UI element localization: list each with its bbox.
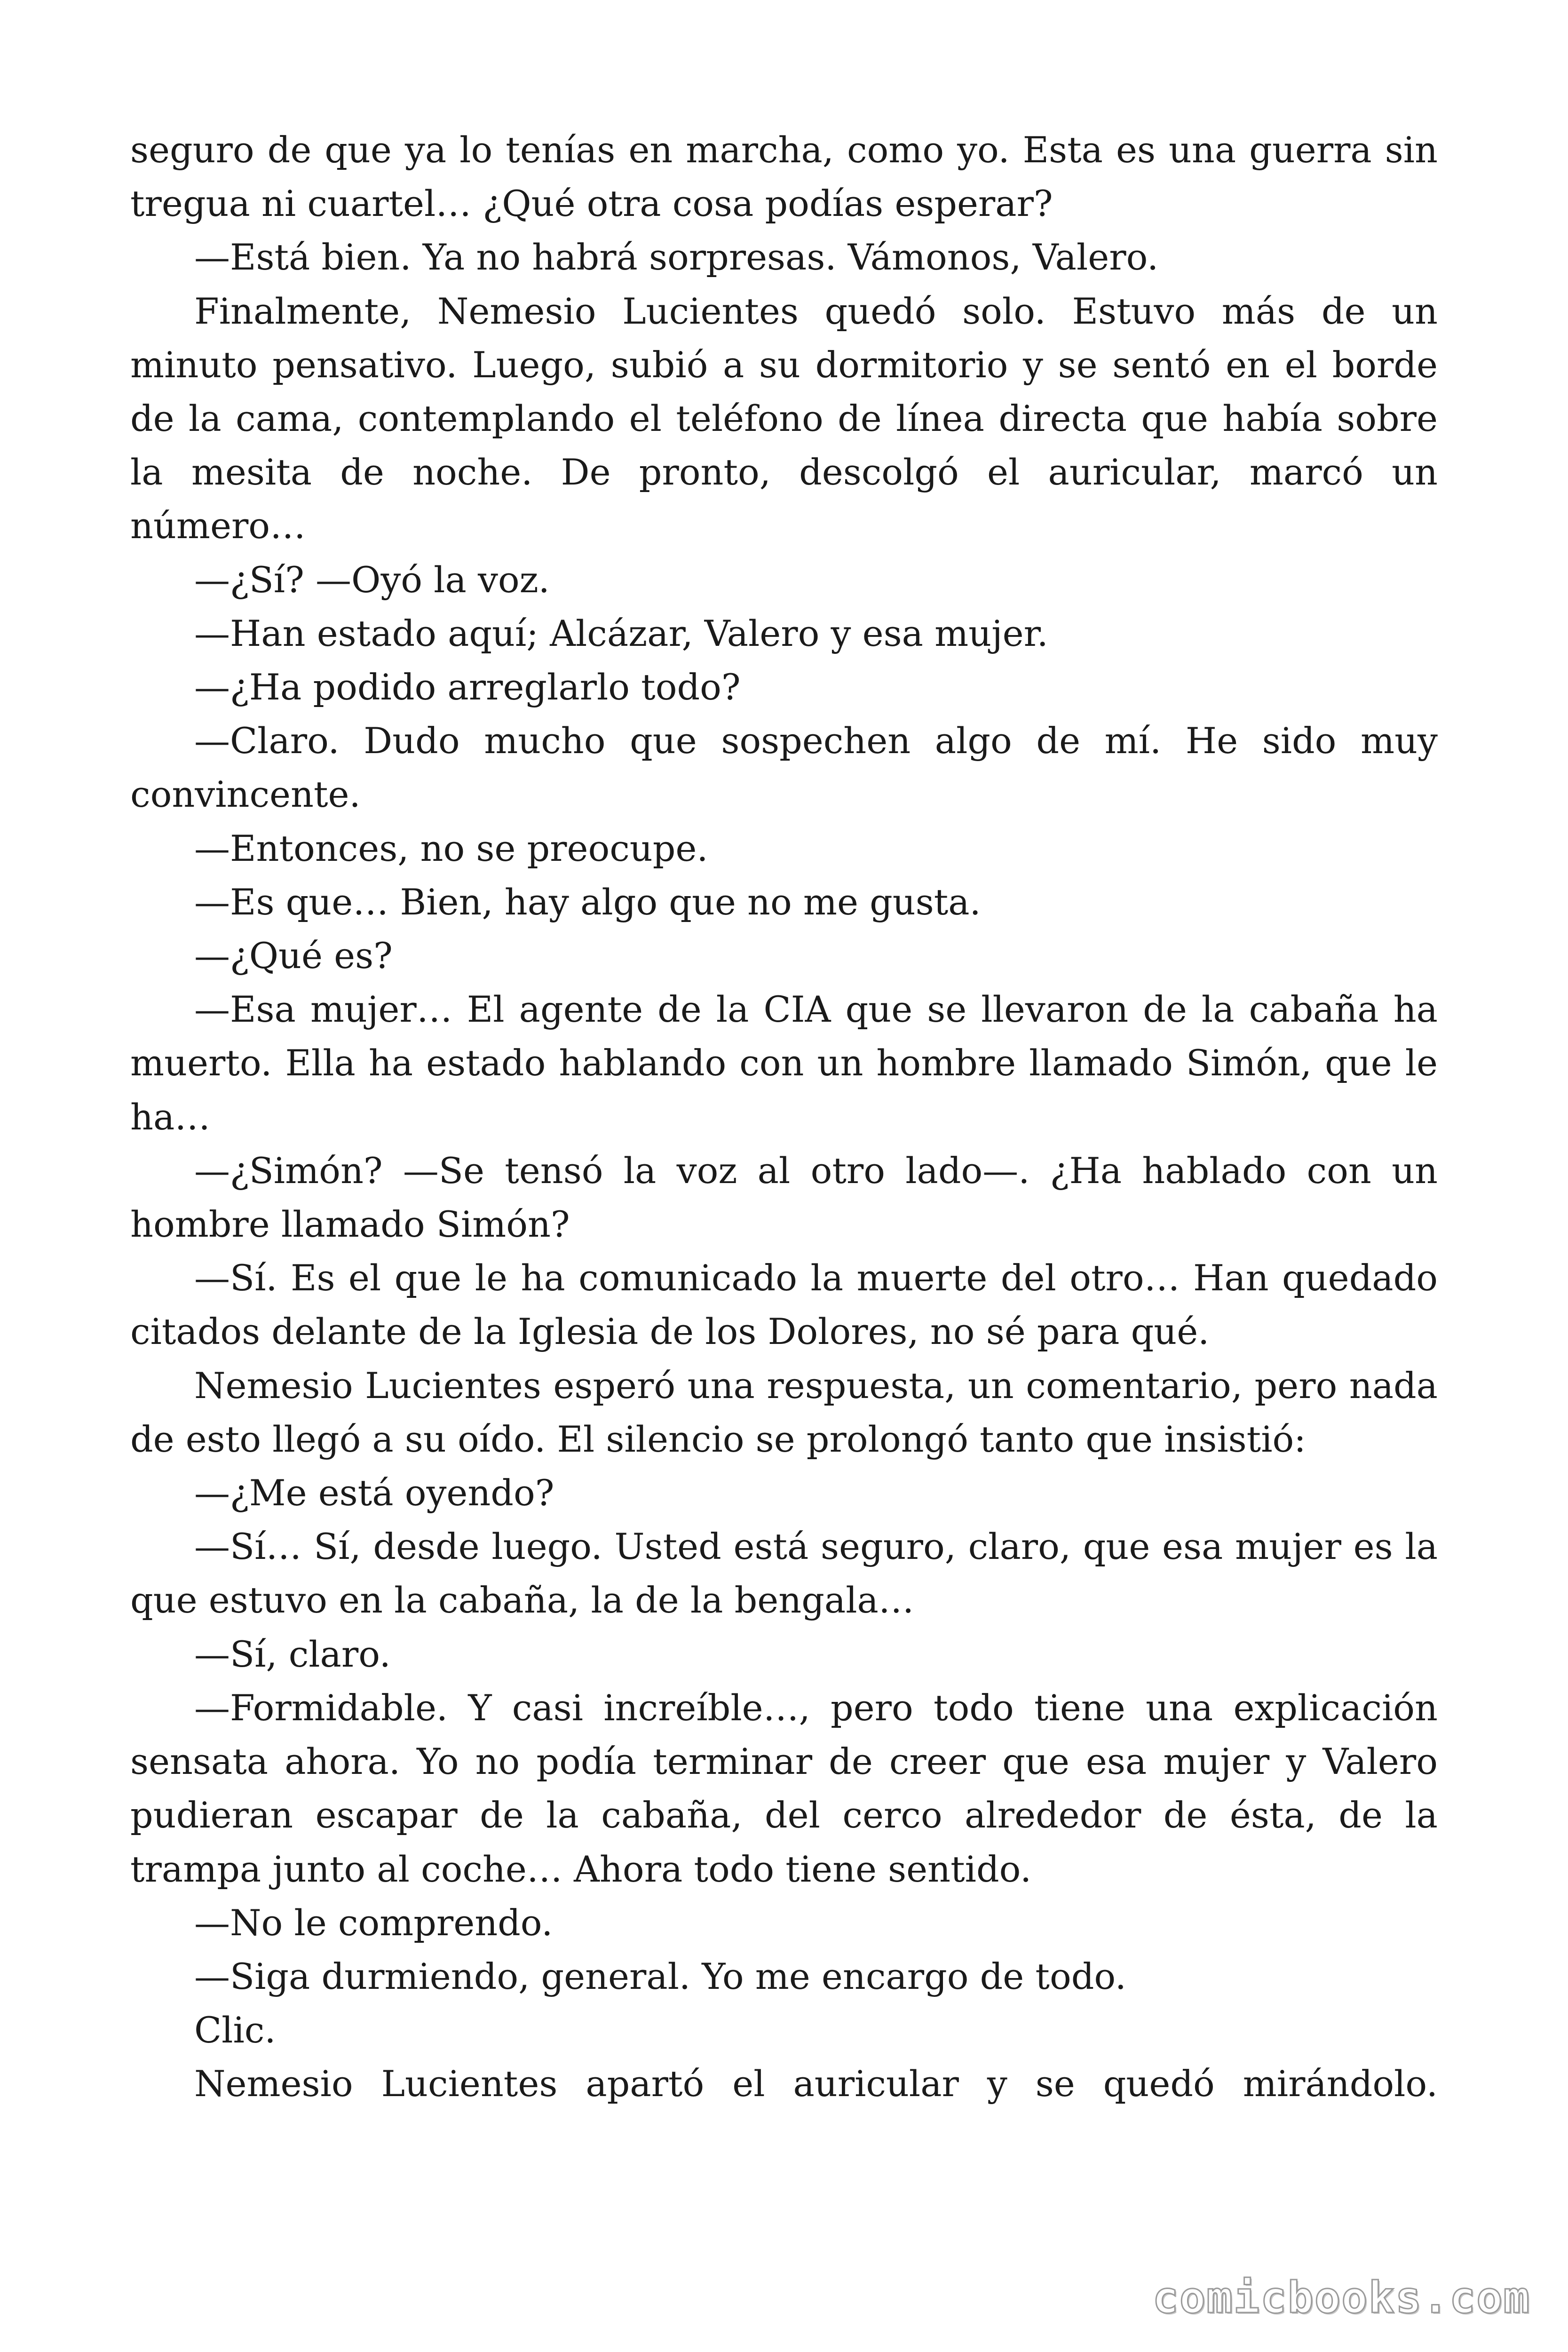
paragraph-13: —Sí. Es el que le ha comunicado la muerte del otro… Han quedado citados delante de la Iglesia de los Dolores, no sé para qué. bbox=[130, 1257, 1438, 1353]
paragraph-17: —Sí, claro. bbox=[194, 1633, 391, 1675]
paragraph-12: —¿Simón? —Se tensó la voz al otro lado—. ¿Ha hablado con un hombre llamado Simón? bbox=[130, 1149, 1438, 1246]
paragraph-18: —Formidable. Y casi increíble…, pero todo tiene una explicación sensata ahora. Yo no podía terminar de creer que esa mujer y Valero pudieran escapar de la cabaña, del cerco alrededor de ésta, de la trampa junto al coche… Ahora todo tiene sentido. bbox=[130, 1686, 1438, 1890]
paragraph-16: —Sí… Sí, desde luego. Usted está seguro, claro, que esa mujer es la que estuvo en la cabaña, la de la bengala… bbox=[130, 1526, 1438, 1621]
paragraph-14: Nemesio Lucientes esperó una respuesta, un comentario, pero nada de esto llegó a su oído. El silencio se prolongó tanto que insistió: bbox=[130, 1364, 1438, 1460]
paragraph-3: Finalmente, Nemesio Lucientes quedó solo. Estuvo más de un minuto pensativo. Luego, subió a su dormitorio y se sentó en el borde de la cama, contemplando el teléfono de línea directa que había sobre la mesita de noche. De pronto, descolgó el auricular, marcó un número… bbox=[130, 290, 1438, 547]
paragraph-19: —No le comprendo. bbox=[194, 1901, 553, 1944]
watermark: comicbooks.com bbox=[1152, 2273, 1530, 2323]
paragraph-20: —Siga durmiendo, general. Yo me encargo de todo. bbox=[194, 1955, 1126, 1997]
paragraph-22: Nemesio Lucientes apartó el auricular y se quedó mirándolo. bbox=[194, 2063, 1438, 2105]
paragraph-11: —Esa mujer… El agente de la CIA que se llevaron de la cabaña ha muerto. Ella ha estado hablando con un hombre llamado Simón, que le ha… bbox=[130, 988, 1438, 1138]
paragraph-1: seguro de que ya lo tenías en marcha, como yo. Esta es una guerra sin tregua ni cuartel… ¿Qué otra cosa podías esperar? bbox=[130, 129, 1438, 225]
paragraph-8: —Entonces, no se preocupe. bbox=[194, 827, 708, 869]
paragraph-9: —Es que… Bien, hay algo que no me gusta. bbox=[194, 881, 981, 923]
page-body bbox=[130, 123, 1438, 2111]
paragraph-21: Clic. bbox=[194, 2009, 276, 2051]
paragraph-5: —Han estado aquí; Alcázar, Valero y esa mujer. bbox=[194, 612, 1048, 654]
paragraph-15: —¿Me está oyendo? bbox=[194, 1472, 554, 1514]
paragraph-7: —Claro. Dudo mucho que sospechen algo de mí. He sido muy convincente. bbox=[130, 720, 1438, 816]
paragraph-10: —¿Qué es? bbox=[194, 935, 393, 977]
paragraph-4: —¿Sí? —Oyó la voz. bbox=[194, 558, 550, 601]
paragraph-2: —Está bien. Ya no habrá sorpresas. Vámonos, Valero. bbox=[194, 236, 1159, 278]
paragraph-6: —¿Ha podido arreglarlo todo? bbox=[194, 666, 741, 708]
